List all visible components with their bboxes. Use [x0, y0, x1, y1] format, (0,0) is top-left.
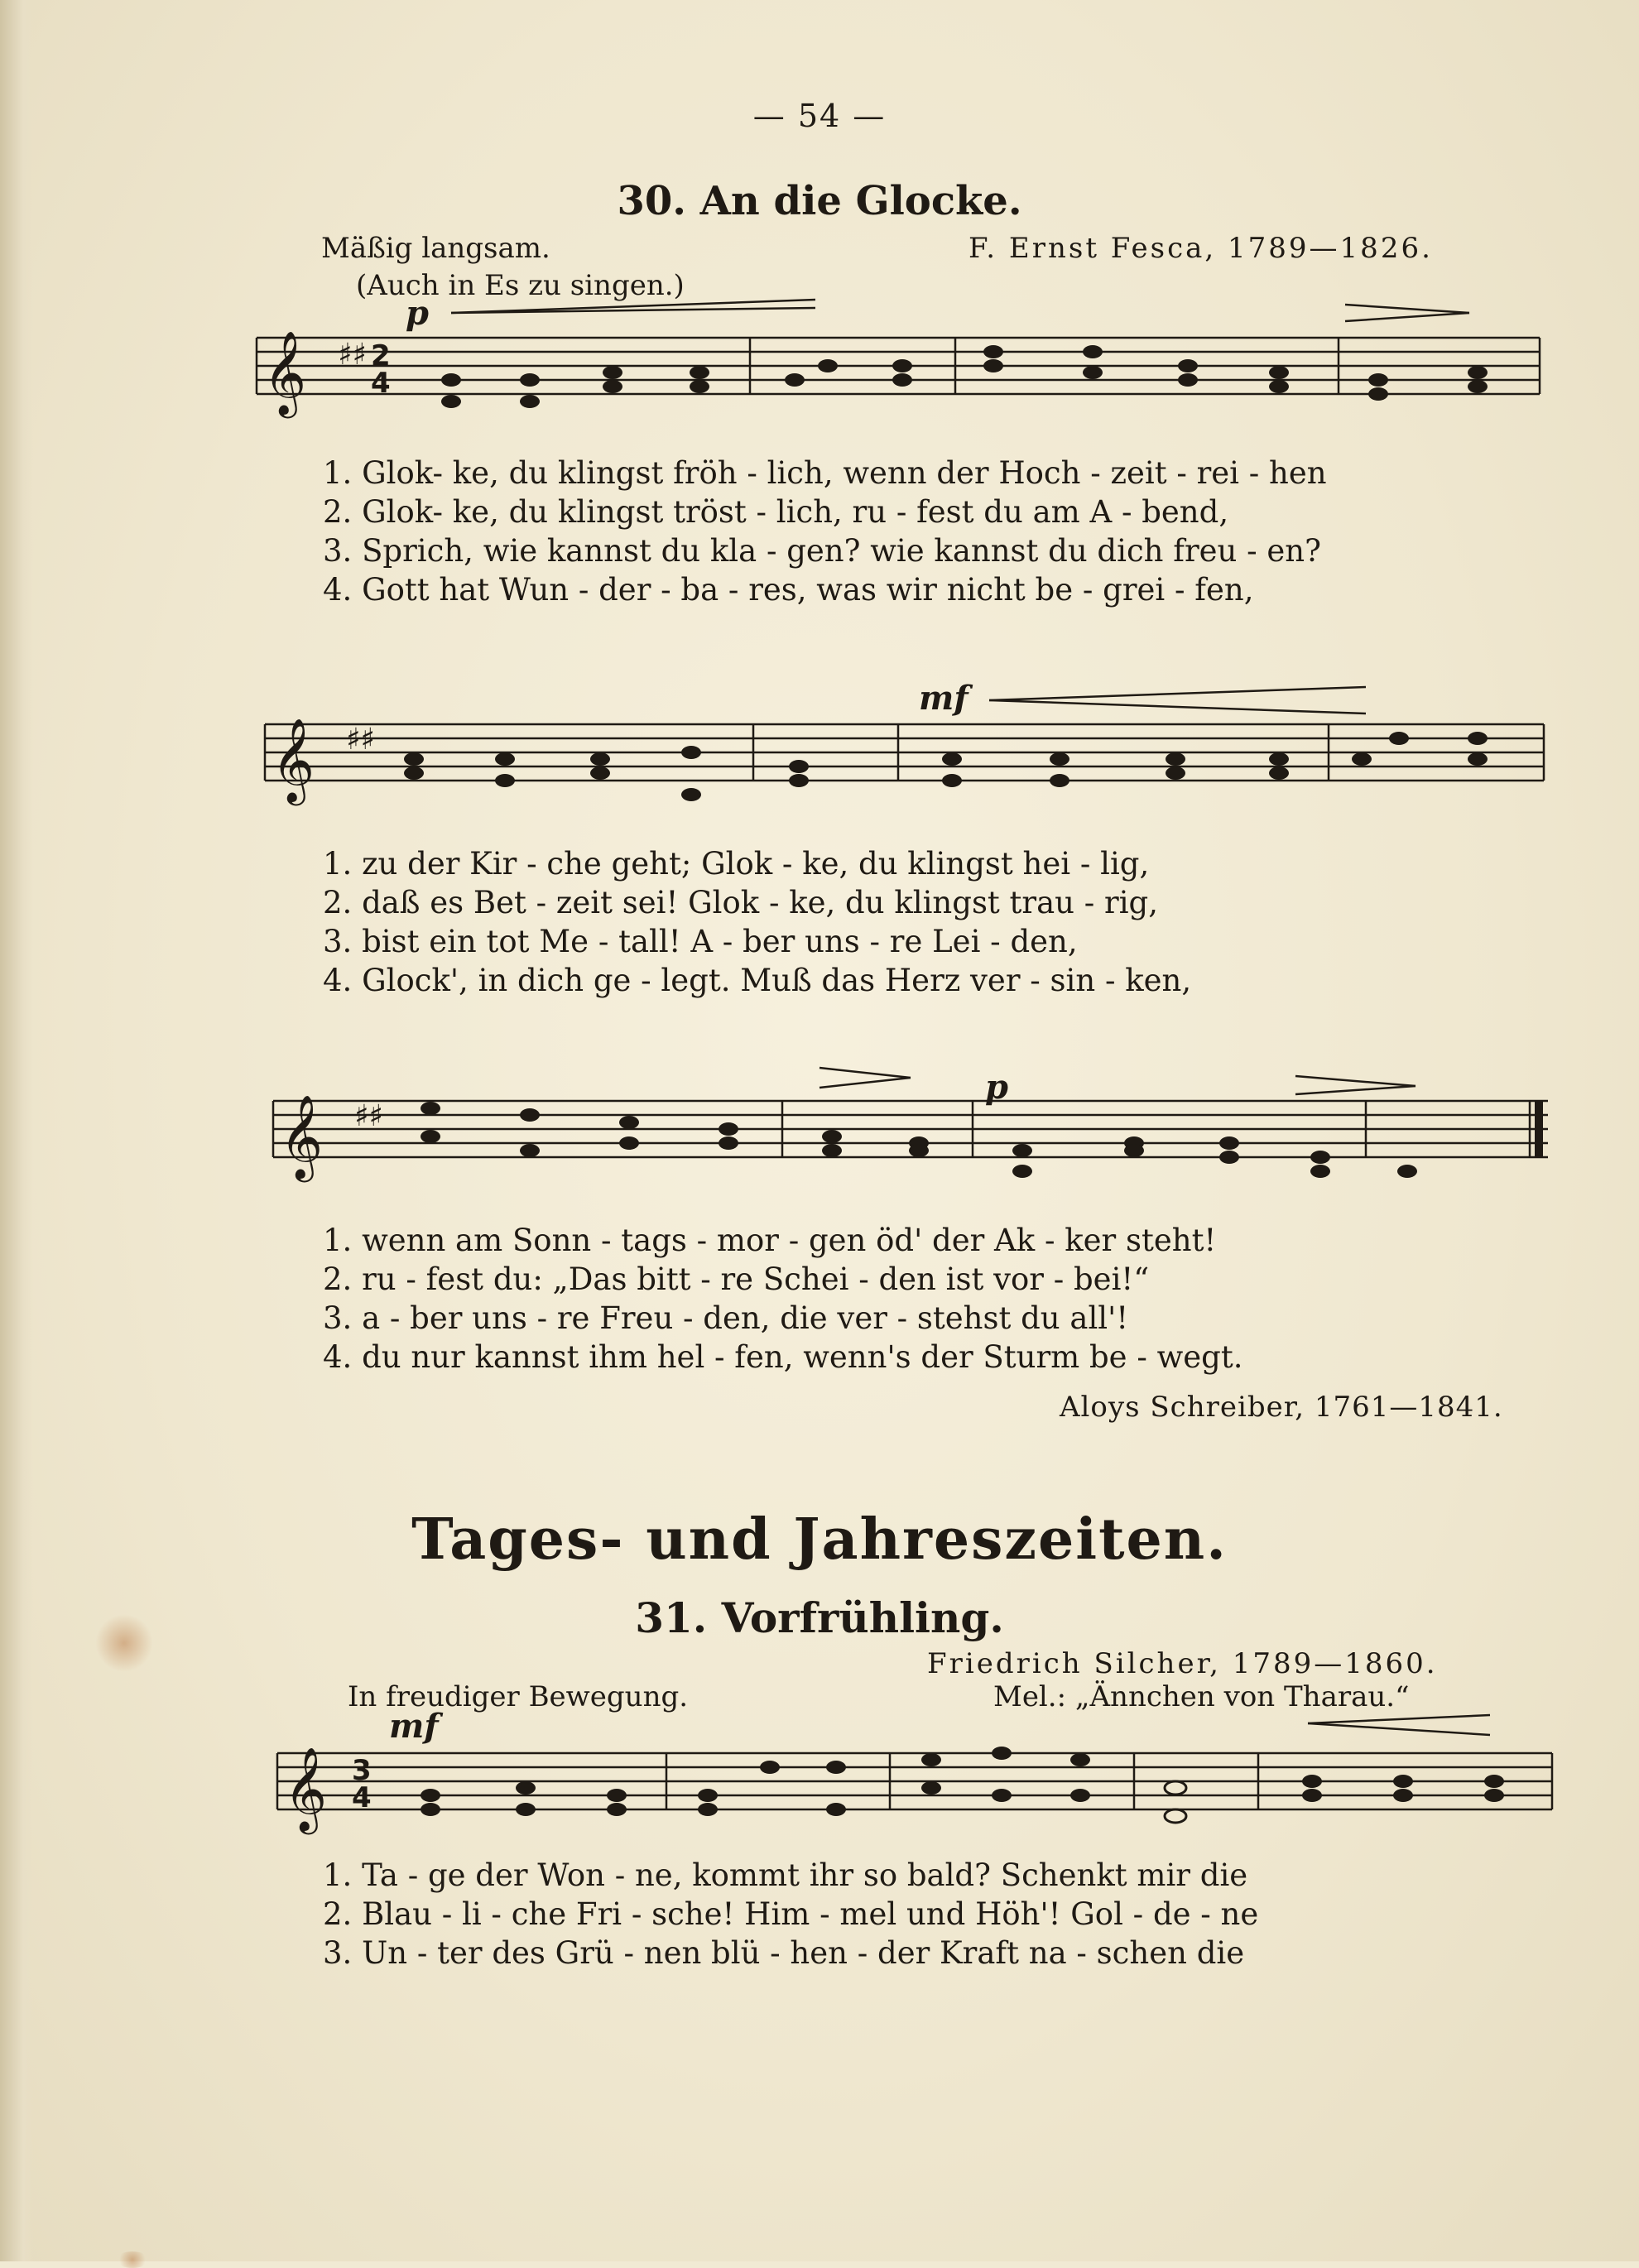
svg-text:♯♯: ♯♯ [338, 338, 367, 372]
lyric-line: 3. a - ber uns - re Freu - den, die ver - stehst du all'! [323, 1300, 1129, 1336]
song-30-tempo: Mäßig langsam. [321, 232, 550, 265]
section-heading: Tages- und Jahreszeiten. [411, 1506, 1228, 1573]
lyric-line: 1. Ta - ge der Won - ne, kommt ihr so bald? Schenkt mir die [323, 1857, 1248, 1893]
song-31-melody-reference: Mel.: „Ännchen von Tharau.“ [993, 1680, 1410, 1713]
song-30-composer: F. Ernst Fesca, 1789—1826. [968, 232, 1433, 265]
svg-text:3: 3 [352, 1754, 372, 1787]
dynamic-marking: mf [919, 679, 968, 718]
svg-text:𝄞: 𝄞 [272, 717, 315, 802]
song-30-performance-note: (Auch in Es zu singen.) [356, 269, 685, 302]
svg-text:𝄞: 𝄞 [280, 1093, 324, 1179]
svg-text:♯♯: ♯♯ [346, 723, 375, 757]
lyrics-block [323, 454, 1531, 609]
lyrics-block [323, 844, 1531, 1000]
lyric-line: 4. Glock', in dich ge - legt. Muß das Herz ver - sin - ken, [323, 963, 1192, 998]
song-30-title: 30. An die Glocke. [617, 178, 1022, 224]
song-30-lyricist: Aloys Schreiber, 1761—1841. [1060, 1391, 1503, 1424]
song-31-composer: Friedrich Silcher, 1789—1860. [927, 1647, 1438, 1680]
lyric-line: 1. Glok- ke, du klingst fröh - lich, wenn der Hoch - zeit - rei - hen [323, 455, 1327, 491]
svg-text:4: 4 [371, 367, 391, 400]
lyric-line: 1. zu der Kir - che geht; Glok - ke, du klingst hei - lig, [323, 846, 1150, 882]
lyric-line: 1. wenn am Sonn - tags - mor - gen öd' der Ak - ker steht! [323, 1223, 1217, 1258]
svg-text:♯♯: ♯♯ [354, 1099, 383, 1133]
lyric-line: 2. Blau - li - che Fri - sche! Him - mel und Höh'! Gol - de - ne [323, 1896, 1259, 1932]
song-31-title: 31. Vorfrühling. [635, 1593, 1004, 1642]
lyric-line: 2. ru - fest du: „Das bitt - re Schei - den ist vor - bei!“ [323, 1261, 1150, 1297]
staff-system-2 [265, 687, 1544, 781]
svg-text:2: 2 [371, 339, 391, 372]
song-31-tempo: In freudiger Bewegung. [348, 1680, 689, 1713]
lyric-line: 3. Un - ter des Grü - nen blü - hen - der Kraft na - schen die [323, 1935, 1245, 1971]
lyric-line: 3. Sprich, wie kannst du kla - gen? wie kannst du dich freu - en? [323, 533, 1321, 569]
lyric-line: 3. bist ein tot Me - tall! A - ber uns - re Lei - den, [323, 924, 1078, 959]
page-number: — 54 — [752, 98, 887, 134]
svg-text:4: 4 [352, 1781, 372, 1814]
lyrics-block [323, 1856, 1531, 1972]
lyric-line: 4. Gott hat Wun - der - ba - res, was wir nicht be - grei - fen, [323, 572, 1254, 608]
dynamic-marking: mf [389, 1707, 439, 1746]
svg-text:𝄞: 𝄞 [263, 329, 307, 415]
lyric-line: 2. Glok- ke, du klingst tröst - lich, ru - fest du am A - bend, [323, 494, 1229, 530]
staff-song-31 [277, 1715, 1552, 1809]
svg-text:𝄞: 𝄞 [284, 1746, 328, 1831]
lyric-line: 2. daß es Bet - zeit sei! Glok - ke, du klingst trau - rig, [323, 885, 1158, 920]
lyrics-block [323, 1221, 1531, 1377]
dynamic-marking: p [406, 294, 429, 333]
dynamic-marking: p [985, 1068, 1008, 1107]
lyric-line: 4. du nur kannst ihm hel - fen, wenn's der Sturm be - wegt. [323, 1339, 1243, 1375]
